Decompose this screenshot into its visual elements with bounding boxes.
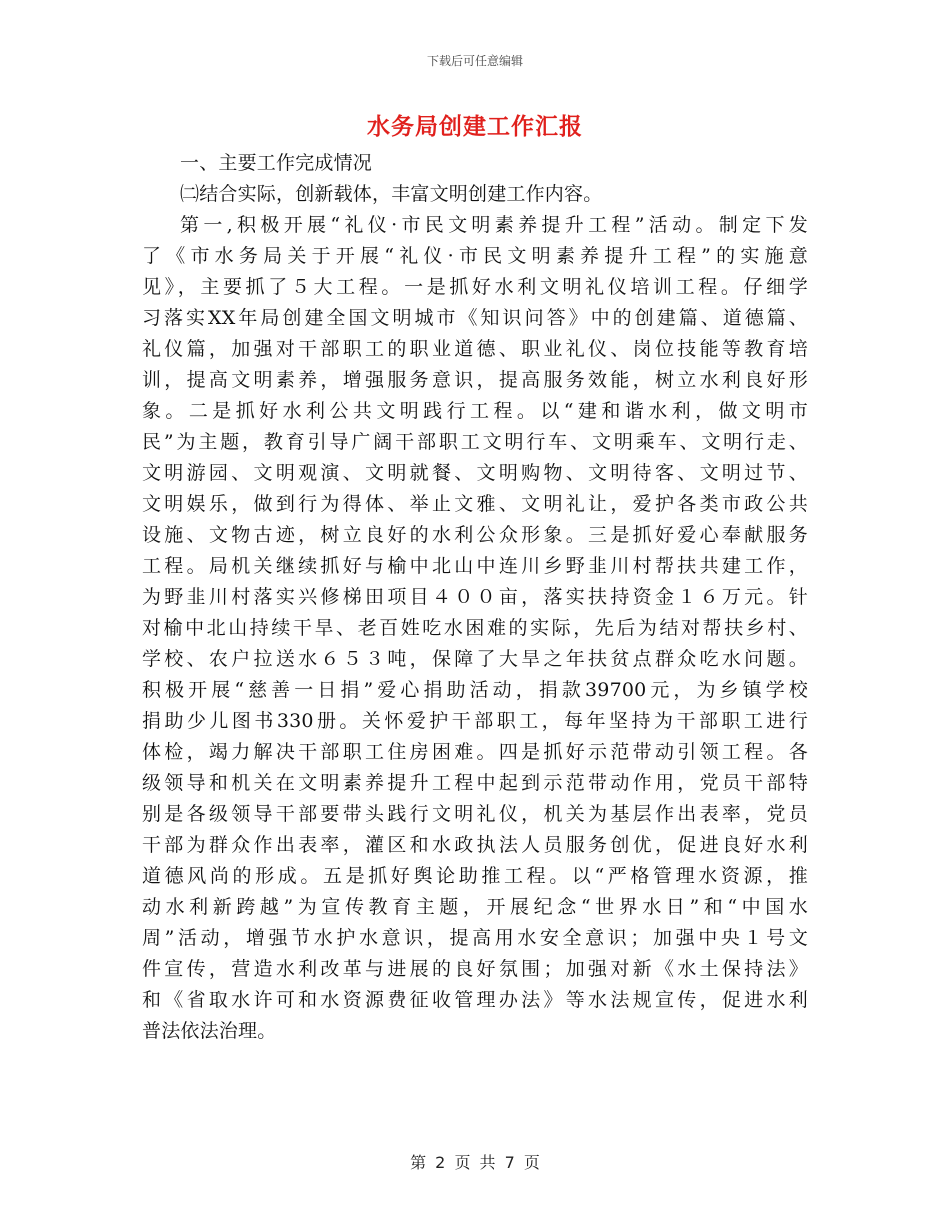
paragraph-line: 民”为主题，教育引导广阔干部职工文明行车、文明乘车、文明行走、 (142, 431, 808, 453)
paragraph-line: 和《省取水许可和水资源费征收管理办法》等水法规宣传，促进水利 (142, 989, 808, 1011)
header-note: 下载后可任意编辑 (426, 54, 523, 68)
paragraph-line: 干部为群众作出表率，灌区和水政执法人员服务创优，促进良好水利 (142, 834, 808, 856)
paragraph-line: 文明游园、文明观演、文明就餐、文明购物、文明待客、文明过节、 (142, 462, 808, 484)
paragraph-line: 礼仪篇，加强对干部职工的职业道德、职业礼仪、岗位技能等教育培 (142, 338, 808, 360)
paragraph-line: 周”活动，增强节水护水意识，提高用水安全意识；加强中央１号文 (142, 927, 808, 949)
paragraph-line: 体检，竭力解决干部职工住房困难。四是抓好示范带动引领工程。各 (142, 741, 808, 763)
paragraph-line: 普法依法治理。 (142, 1020, 277, 1042)
paragraph-line: 级领导和机关在文明素养提升工程中起到示范带动作用，党员干部特 (142, 772, 808, 794)
paragraph-line: 道德风尚的形成。五是抓好舆论助推工程。以“严格管理水资源，推 (142, 865, 808, 887)
document-title: 水务局创建工作汇报 (367, 113, 583, 140)
paragraph-line: 设施、文物古迹，树立良好的水利公众形象。三是抓好爱心奉献服务 (142, 524, 808, 546)
paragraph-line: 积极开展“慈善一日捐”爱心捐助活动，捐款39700元，为乡镇学校 (142, 679, 808, 701)
paragraph-line: 文明娱乐，做到行为得体、举止文雅、文明礼让，爱护各类市政公共 (142, 493, 808, 515)
document-body (142, 148, 808, 1047)
paragraph-line: 习落实XX年局创建全国文明城市《知识问答》中的创建篇、道德篇、 (142, 307, 808, 329)
paragraph-line: 动水利新跨越”为宣传教育主题，开展纪念“世界水日”和“中国水 (142, 896, 808, 918)
paragraph-line: 捐助少儿图书330册。关怀爱护干部职工，每年坚持为干部职工进行 (142, 710, 808, 732)
subheading: ㈡结合实际，创新载体，丰富文明创建工作内容。 (180, 183, 603, 205)
paragraph-line: 学校、农户拉送水６５３吨，保障了大旱之年扶贫点群众吃水问题。 (142, 648, 808, 670)
paragraph-line: 对榆中北山持续干旱、老百姓吃水困难的实际，先后为结对帮扶乡村、 (142, 617, 808, 639)
paragraph-line: 第一,积极开展“礼仪·市民文明素养提升工程”活动。制定下发 (180, 214, 808, 236)
paragraph-line: 工程。局机关继续抓好与榆中北山中连川乡野韭川村帮扶共建工作， (142, 555, 808, 577)
paragraph-line: 别是各级领导干部要带头践行文明礼仪，机关为基层作出表率，党员 (142, 803, 808, 825)
paragraph-line: 为野韭川村落实兴修梯田项目４００亩，落实扶持资金１６万元。针 (142, 586, 808, 608)
section-heading: 一、主要工作完成情况 (180, 152, 373, 174)
paragraph-line: 件宣传，营造水利改革与进展的良好氛围；加强对新《水土保持法》 (142, 958, 808, 980)
page-number-footer: 第 2 页 共 7 页 (410, 1153, 540, 1172)
paragraph-line: 见》，主要抓了５大工程。一是抓好水利文明礼仪培训工程。仔细学 (142, 276, 808, 298)
paragraph-line: 训，提高文明素养，增强服务意识，提高服务效能，树立水利良好形 (142, 369, 808, 391)
paragraph-line: 了《市水务局关于开展“礼仪·市民文明素养提升工程”的实施意 (142, 245, 808, 267)
paragraph-line: 象。二是抓好水利公共文明践行工程。以“建和谐水利，做文明市 (142, 400, 808, 422)
